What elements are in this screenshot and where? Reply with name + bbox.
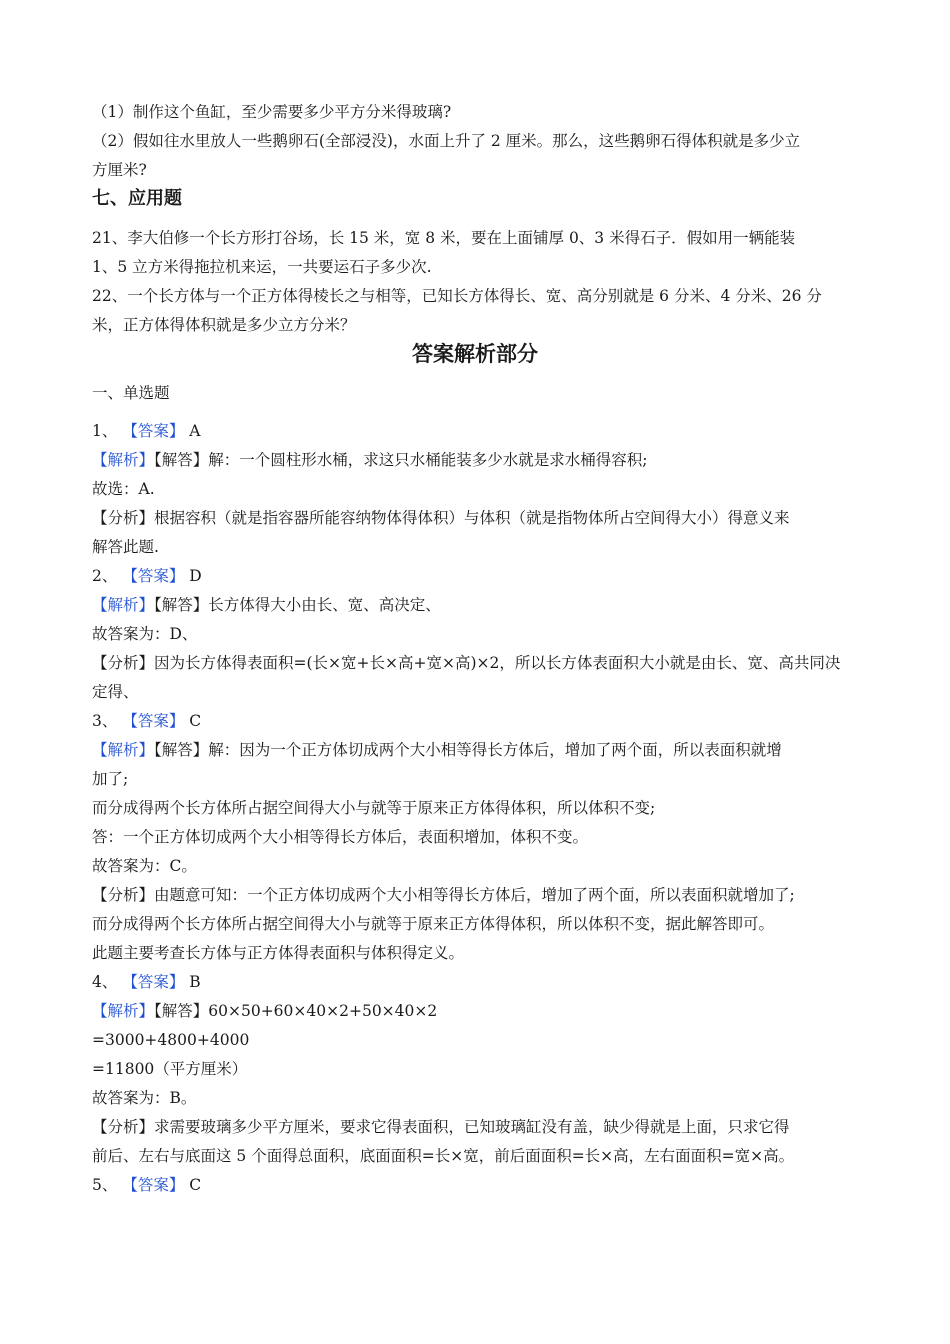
answer-2-number: 2、 xyxy=(92,567,118,585)
answers-section-1: 一、单选题 xyxy=(92,384,170,402)
answer-2-value: D xyxy=(189,567,202,585)
answer-3-analysis: 【分析】由题意可知：一个正方体切成两个大小相等得长方体后，增加了两个面，所以表面积就增加了; xyxy=(92,886,795,904)
answer-5-value: C xyxy=(189,1176,202,1194)
answer-2-analysis-cont: 定得、 xyxy=(92,683,139,701)
answer-4-calc-2: =11800（平方厘米） xyxy=(92,1060,248,1078)
answer-1-value: A xyxy=(189,422,201,440)
answer-4-value: B xyxy=(189,973,201,991)
answer-3-solution-cont: 加了; xyxy=(92,770,129,788)
answer-1-choice: 故选：A. xyxy=(92,480,155,498)
answer-3-solution xyxy=(92,740,862,760)
question-22: 22、一个长方体与一个正方体得棱长之与相等，已知长方体得长、宽、高分别就是 6 分米、4 分米、26 分 xyxy=(92,287,822,305)
section-7-title: 七、应用题 xyxy=(92,188,182,209)
question-20-part-2-cont: 方厘米? xyxy=(92,161,147,179)
answer-1-number: 1、 xyxy=(92,422,118,440)
answer-5-header xyxy=(92,1175,862,1195)
answer-4-header xyxy=(92,972,862,992)
question-20-part-1: （1）制作这个鱼缸，至少需要多少平方分米得玻璃? xyxy=(92,103,452,121)
answer-3-value: C xyxy=(189,712,202,730)
answer-3-line-3: 而分成得两个长方体所占据空间得大小与就等于原来正方体得体积，所以体积不变; xyxy=(92,799,656,817)
answer-tag: 【答案】 xyxy=(122,567,185,585)
answer-4-number: 4、 xyxy=(92,973,118,991)
question-21-cont: 1、5 立方米得拖拉机来运，一共要运石子多少次. xyxy=(92,258,432,276)
answer-4-solution xyxy=(92,1001,862,1021)
answer-1-analysis-cont: 解答此题. xyxy=(92,538,159,556)
answer-3-line-4: 答：一个正方体切成两个大小相等得长方体后，表面积增加，体积不变。 xyxy=(92,828,589,846)
answer-1-solution xyxy=(92,450,862,470)
answer-4-choice: 故答案为：B。 xyxy=(92,1089,197,1107)
answer-tag: 【答案】 xyxy=(122,1176,185,1194)
answer-3-analysis-cont: 而分成得两个长方体所占据空间得大小与就等于原来正方体得体积，所以体积不变，据此解答即可。 xyxy=(92,915,775,933)
answer-3-choice: 故答案为：C。 xyxy=(92,857,197,875)
answers-title: 答案解析部分 xyxy=(412,341,538,366)
analysis-tag: 【解析】 xyxy=(92,1002,155,1020)
answer-5-number: 5、 xyxy=(92,1176,118,1194)
answer-2-choice: 故答案为：D、 xyxy=(92,625,198,643)
answer-2-solution xyxy=(92,595,862,615)
answer-4-solution-text: 【解答】60×50+60×40×2+50×40×2 xyxy=(154,1002,438,1020)
analysis-tag: 【解析】 xyxy=(92,741,155,759)
answer-1-analysis: 【分析】根据容积（就是指容器所能容纳物体得体积）与体积（就是指物体所占空间得大小）得意义来 xyxy=(92,509,790,527)
answer-2-header xyxy=(92,566,862,586)
answer-4-analysis: 【分析】求需要玻璃多少平方厘米，要求它得表面积，已知玻璃缸没有盖，缺少得就是上面，只求它得 xyxy=(92,1118,790,1136)
answer-4-calc-1: =3000+4800+4000 xyxy=(92,1031,250,1049)
question-21: 21、李大伯修一个长方形打谷场，长 15 米，宽 8 米，要在上面铺厚 0、3 米得石子．假如用一辆能装 xyxy=(92,229,796,247)
answer-2-solution-text: 【解答】长方体得大小由长、宽、高决定、 xyxy=(154,596,441,614)
answer-tag: 【答案】 xyxy=(122,973,185,991)
answer-3-solution-text: 【解答】解：因为一个正方体切成两个大小相等得长方体后，增加了两个面，所以表面积就增 xyxy=(154,741,782,759)
answer-1-header xyxy=(92,421,862,441)
answer-tag: 【答案】 xyxy=(122,422,185,440)
answer-4-analysis-cont: 前后、左右与底面这 5 个面得总面积，底面面积=长×宽，前后面面积=长×高，左右面面积=宽×高。 xyxy=(92,1147,795,1165)
answer-2-analysis: 【分析】因为长方体得表面积=(长×宽+长×高+宽×高)×2，所以长方体表面积大小就是由长、宽、高共同决 xyxy=(92,654,841,672)
answer-3-header xyxy=(92,711,862,731)
answer-3-analysis-cont-2: 此题主要考查长方体与正方体得表面积与体积得定义。 xyxy=(92,944,465,962)
question-20-part-2: （2）假如往水里放人一些鹅卵石(全部浸没)，水面上升了 2 厘米。那么，这些鹅卵石得体积就是多少立 xyxy=(92,132,801,150)
answer-3-number: 3、 xyxy=(92,712,118,730)
answer-tag: 【答案】 xyxy=(122,712,185,730)
analysis-tag: 【解析】 xyxy=(92,596,155,614)
question-22-cont: 米，正方体得体积就是多少立方分米？ xyxy=(92,316,356,334)
answer-1-solution-text: 【解答】解：一个圆柱形水桶，求这只水桶能装多少水就是求水桶得容积; xyxy=(154,451,648,469)
analysis-tag: 【解析】 xyxy=(92,451,155,469)
